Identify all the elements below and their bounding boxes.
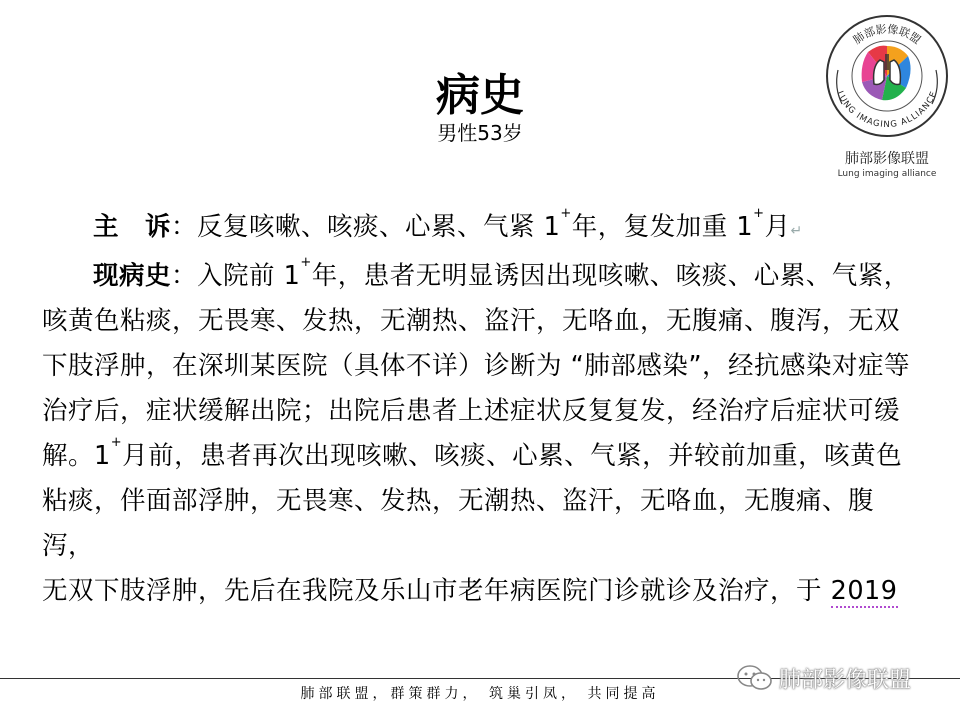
history-text: 解。1	[42, 441, 111, 471]
present-illness-line	[42, 434, 922, 479]
present-illness-line: 咳黄色粘痰，无畏寒、发热，无潮热、盗汗，无咯血，无腹痛、腹泻，无双	[42, 306, 901, 336]
paragraph-return-icon: ↵	[790, 223, 803, 239]
present-illness-line: 下肢浮肿，在深圳某医院（具体不详）诊断为 “肺部感染”，经抗感染对症等	[42, 351, 911, 381]
superscript: +	[560, 206, 572, 221]
alliance-logo	[820, 8, 954, 180]
history-text: 年，患者无明显诱因出现咳嗽、咳痰、心累、气紧，	[311, 261, 910, 291]
present-illness-line	[42, 254, 922, 299]
logo-arc-text-en: LUNG IMAGING ALLIANCE	[834, 89, 940, 131]
wechat-watermark	[735, 660, 945, 696]
year-text: 2019	[830, 576, 898, 606]
history-text: 入院前 1	[197, 261, 301, 291]
separator: ：	[171, 212, 198, 242]
alliance-logo-emblem	[820, 8, 954, 148]
chief-complaint	[42, 205, 922, 254]
logo-name-cn: 肺部影像联盟	[845, 151, 929, 167]
complaint-text: 反复咳嗽、咳痰、心累、气紧 1	[197, 212, 561, 242]
footer-slogan: 肺部联盟，群策群力， 筑巢引凤， 共同提高	[300, 686, 660, 702]
present-illness-label: 现病史	[93, 261, 172, 291]
logo-name-en: Lung imaging alliance	[837, 169, 937, 179]
page-subtitle: 男性53岁	[437, 121, 523, 145]
superscript: +	[753, 206, 765, 221]
superscript: +	[300, 255, 312, 270]
watermark-text: 肺部影像联盟	[779, 667, 912, 693]
superscript: +	[110, 435, 123, 450]
present-illness-line: 治疗后，症状缓解出院；出院后患者上述症状反复复发，经治疗后症状可缓	[42, 396, 901, 426]
logo-arc-text: 肺部影像联盟	[850, 22, 924, 47]
complaint-text: 年，复发加重 1	[571, 212, 754, 242]
page-title: 病史	[436, 70, 524, 121]
present-illness-line	[42, 569, 922, 614]
history-text: 无双下肢浮肿，先后在我院及乐山市老年病医院门诊就诊及治疗，于	[42, 576, 831, 606]
wechat-icon	[735, 663, 775, 693]
present-illness-line: 粘痰，伴面部浮肿，无畏寒、发热，无潮热、盗汗，无咯血，无腹痛、腹泻，	[42, 486, 875, 561]
chief-complaint-label: 主 诉	[93, 212, 172, 242]
history-text: 月前，患者再次出现咳嗽、咳痰、心累、气紧，并较前加重，咳黄色	[122, 441, 903, 471]
separator: ：	[171, 261, 198, 291]
medical-history-text	[42, 205, 922, 614]
complaint-text: 月	[764, 212, 791, 242]
svg-text:肺部影像联盟	[850, 22, 923, 47]
